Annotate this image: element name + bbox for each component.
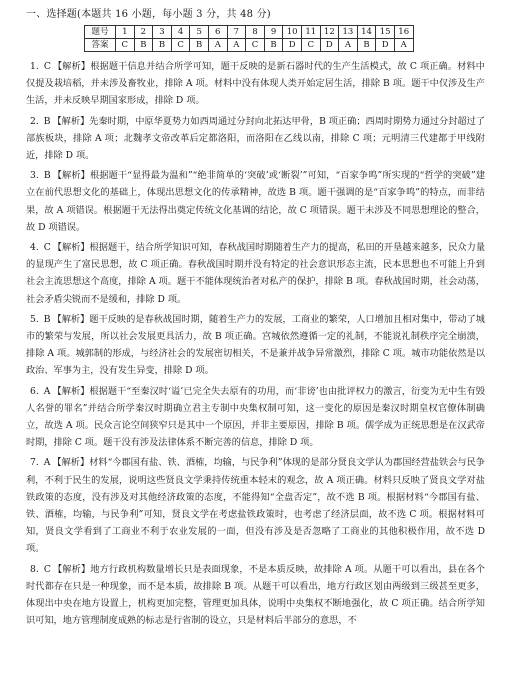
row-label-numbers: 题号 xyxy=(85,26,116,39)
explanation-item xyxy=(26,311,485,380)
item-answer: A xyxy=(43,457,51,469)
answer-cell: C xyxy=(116,39,135,52)
answer-cell: B xyxy=(134,39,153,52)
answer-cell: D xyxy=(283,39,302,52)
item-text: 【解析】根据题干“显得最为温和”“绝非简单的‘突破’或‘断裂’”可知，“百家争鸣”所实现的“哲学的突破”建立在前代思想文化的基础上，体现出思想文化的传承精神，故选 B 项。题干强调的是“百家争鸣”的特点，而非结果，故 A 项错误。根据题干无法得出奠定传统文化基调的结论，故 C 项错误。题干未涉及不同思想理论的整合，故 D 项错误。 xyxy=(26,170,486,233)
item-answer: B xyxy=(43,313,51,325)
explanation-list xyxy=(26,58,485,630)
section-title: 一、选择题(本题共 16 小题，每小题 3 分，共 48 分) xyxy=(26,9,271,20)
item-number: 2. xyxy=(30,115,39,127)
item-text: 【解析】根据题干“至秦汉时‘谥’已完全失去原有的功用，而‘非谤’也由批评权力的激言，衍变为无中生有毁人名誉的罪名”并结合所学秦汉时期确立君主专制中央集权制可知，这一变化的原因是秦汉时期皇权官僚体制确立，故选 A 项。民众言论空间狭窄只是其中一个原因，并非主要原因，排除 B 项。儒学成为正统思想是在汉武帝时期，排除 C 项。题干没有涉及法律体系不断完善的信息，排除 D 项。 xyxy=(26,385,485,449)
answer-cell: A xyxy=(394,39,413,52)
answer-cell: A xyxy=(227,39,246,52)
explanation-item xyxy=(26,167,485,236)
item-number: 1. xyxy=(30,61,39,72)
item-answer: C xyxy=(43,61,51,72)
question-number-cell: 2 xyxy=(134,26,153,39)
explanation-item xyxy=(26,58,485,110)
item-number: 8. xyxy=(30,563,39,575)
answer-table-row-numbers xyxy=(85,26,414,39)
answer-cell: C xyxy=(246,39,265,52)
question-number-cell: 3 xyxy=(153,26,172,39)
question-number-cell: 16 xyxy=(394,26,413,39)
question-number-cell: 13 xyxy=(339,26,358,39)
question-number-cell: 11 xyxy=(301,26,320,39)
answer-table-row-answers xyxy=(85,39,414,52)
item-answer: B xyxy=(43,170,51,182)
explanation-item xyxy=(26,454,485,557)
answer-cell: A xyxy=(208,39,227,52)
answer-cell: B xyxy=(153,39,172,52)
explanation-item xyxy=(26,561,485,630)
item-number: 3. xyxy=(30,170,39,182)
answer-cell: B xyxy=(264,39,283,52)
item-number: 5. xyxy=(30,313,39,325)
explanation-item xyxy=(26,383,485,452)
question-number-cell: 1 xyxy=(116,26,135,39)
question-number-cell: 4 xyxy=(171,26,190,39)
item-answer: A xyxy=(43,385,51,397)
question-number-cell: 5 xyxy=(190,26,209,39)
item-text: 【解析】材料“今郡国有盐、铁、酒榷，均输，与民争利”体现的是部分贤良文学认为郡国经营盐铁会与民争利，不利于民生的发展，说明这些贤良文学秉持传统重本轻末的观念，故 A 项正确。材料只反映了贤良文学对盐铁政策的态度，没有涉及对其他经济政策的态度，不能得知“全盘否定”，故不选 B 项。根据材料“今郡国有盐、铁、酒榷，均输，与民争利”可知，贤良文学在考虑盐铁政策时，也考虑了经济层面，故不选 C 项。根据材料可知，贤良文学看到了工商业不利于农业发展的一面，但没有涉及是否忽略了工商业的其他积极作用，故不选 D 项。 xyxy=(26,457,485,555)
answer-cell: B xyxy=(190,39,209,52)
item-answer: B xyxy=(43,115,51,127)
answer-cell: C xyxy=(301,39,320,52)
question-number-cell: 15 xyxy=(376,26,395,39)
answer-cell: D xyxy=(376,39,395,52)
answer-cell: B xyxy=(357,39,376,52)
answer-cell: A xyxy=(339,39,358,52)
question-number-cell: 14 xyxy=(357,26,376,39)
explanation-item xyxy=(26,239,485,308)
question-number-cell: 12 xyxy=(320,26,339,39)
item-number: 7. xyxy=(30,457,39,469)
question-number-cell: 10 xyxy=(283,26,302,39)
item-text: 【解析】根据题干，结合所学知识可知，春秋战国时期随着生产力的提高，私田的开垦越来越多，民众力量的显现产生了富民思想，故 C 项正确。春秋战国时期并没有特定的社会意识形态主流，民本思想也不可能上升到社会主流思想这个高度，排除 A 项。题干不能体现统治者对私产的保护，排除 B 项。春秋战国时期，社会动荡，社会矛盾尖锐而不是缓和，排除 D 项。 xyxy=(26,242,486,305)
row-label-answers: 答案 xyxy=(85,39,116,52)
item-number: 4. xyxy=(30,242,39,254)
item-text: 【解析】题干反映的是春秋战国时期，随着生产力的发展，工商业的繁荣，人口增加且相对集中，带动了城市的繁荣与发展，所以社会发展更具活力，故 B 项正确。宫城依然遵循一定的礼制，不能说礼制秩序完全崩溃，排除 A 项。城郭制的形成，与经济社会的发展密切相关，不是兼并战争异常激烈，排除 C 项。城市功能依然是以政治、军事为主，没有发生异变，排除 D 项。 xyxy=(26,313,485,377)
item-text: 【解析】先秦时期，中原华夏势力如西周通过分封向北拓达甲骨，B 项正确；西周时期势力通过分封超过了部族板块，排除 A 项；北魏孝文帝改革后定都洛阳，而洛阳在乙线以南，排除 C 项；元明清三代建都于甲线附近，排除 D 项。 xyxy=(26,115,486,162)
item-text: 【解析】根据题干信息并结合所学可知，题干反映的是新石器时代的生产生活模式，故 C 项正确。材料中仅提及栽培稻，并未涉及畜牧业，排除 A 项。材料中没有体现人类开始定居生活，排除 B 项。题干中仅涉及生产生活，并未反映早期国家形成，排除 D 项。 xyxy=(26,61,485,107)
question-number-cell: 7 xyxy=(227,26,246,39)
item-text: 【解析】地方行政机构数量增长只是表面现象，不是本质反映，故排除 A 项。从题干可以看出，县在各个时代都存在只是一种现象，而不是本质，故排除 B 项。从题干可以看出，地方行政区划由两级到三级甚至更多，体现出中央在地方设置上，机构更加完整，管理更加具体，说明中央集权不断地强化，故 C 项正确。结合所学知识可知，地方管理制度成熟的标志是行省制的设立，只是材料后半部分的意思，不 xyxy=(26,563,485,627)
item-answer: C xyxy=(43,563,51,575)
answer-cell: C xyxy=(171,39,190,52)
item-answer: C xyxy=(43,242,51,254)
answer-table xyxy=(84,25,414,52)
item-number: 6. xyxy=(30,385,39,397)
answer-cell: D xyxy=(320,39,339,52)
question-number-cell: 6 xyxy=(208,26,227,39)
question-number-cell: 9 xyxy=(264,26,283,39)
question-number-cell: 8 xyxy=(246,26,265,39)
explanation-item xyxy=(26,113,485,165)
